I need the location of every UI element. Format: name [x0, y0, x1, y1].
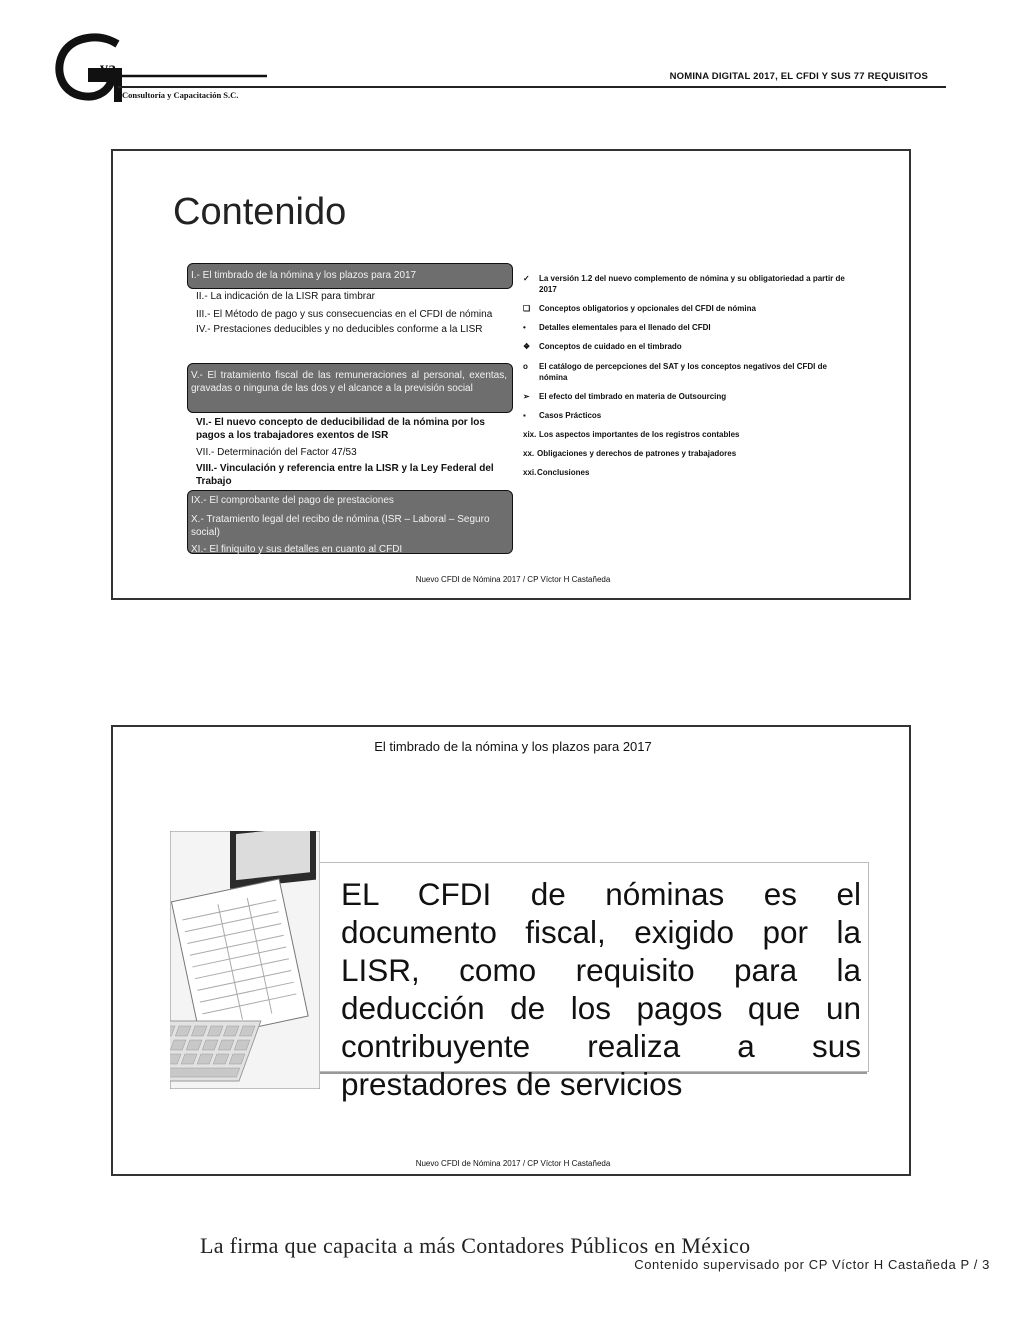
- topic-item: xix. Los aspectos importantes de los registros contables: [523, 430, 740, 439]
- topic-item: xx. Obligaciones y derechos de patrones y trabajadores: [523, 449, 737, 458]
- slide-footer: Nuevo CFDI de Nómina 2017 / CP Víctor H Castañeda: [415, 1159, 611, 1168]
- diamond-bullet-icon: ❖: [523, 342, 531, 351]
- page-credit: Contenido supervisado por CP Víctor H Castañeda P / 3: [634, 1257, 990, 1272]
- topic-item: ✓ La versión 1.2 del nuevo complemento de nómina y su obligatoriedad a partir de 2017: [523, 274, 845, 294]
- toc-item: X.- Tratamiento legal del recibo de nómina (ISR – Laboral – Seguro social): [191, 514, 490, 538]
- toc-item: I.- El timbrado de la nómina y los plazos para 2017: [191, 270, 417, 281]
- invoice-keyboard-image: [170, 831, 320, 1089]
- slide-title: Contenido: [173, 191, 347, 233]
- toc-item: II.- La indicación de la LISR para timbrar: [196, 291, 375, 302]
- toc-item: VIII.- Vinculación y referencia entre la LISR y la Ley Federal del Trabajo: [196, 463, 494, 487]
- toc-item: IV.- Prestaciones deducibles y no deducibles conforme a la LISR: [196, 324, 483, 335]
- logo-letters: va: [100, 60, 116, 77]
- topic-item: ▪ Casos Prácticos: [523, 411, 602, 420]
- logo-subtitle: Consultoría y Capacitación S.C.: [122, 90, 239, 100]
- checkmark-icon: ✓: [523, 274, 530, 283]
- checkbox-icon: ❑: [523, 304, 531, 313]
- toc-item: XI.- El finiquito y sus detalles en cuanto al CFDI: [191, 544, 403, 555]
- toc-item: V.- El tratamiento fiscal de las remuneraciones al personal, exentas, gravadas o ninguna de las dos y el alcance a la previsión social: [191, 370, 507, 394]
- document-title: NOMINA DIGITAL 2017, EL CFDI Y SUS 77 REQUISITOS: [669, 71, 928, 82]
- square-bullet-icon: ▪: [523, 411, 526, 420]
- topic-item: o El catálogo de percepciones del SAT y los conceptos negativos del CFDI de nómina: [523, 362, 827, 382]
- topic-item: ➢ El efecto del timbrado en materia de Outsourcing: [523, 392, 727, 401]
- header-rule: [118, 86, 946, 88]
- bullet-icon: •: [523, 323, 526, 332]
- toc-item: III.- El Método de pago y sus consecuencias en el CFDI de nómina: [196, 309, 493, 320]
- slide-footer: Nuevo CFDI de Nómina 2017 / CP Víctor H Castañeda: [415, 575, 611, 584]
- topic-item: • Detalles elementales para el llenado del CFDI: [523, 323, 711, 332]
- toc-item: VII.- Determinación del Factor 47/53: [196, 447, 357, 458]
- circle-bullet-icon: o: [523, 362, 528, 371]
- arrow-bullet-icon: ➢: [523, 392, 530, 401]
- topic-item: ❖ Conceptos de cuidado en el timbrado: [523, 342, 682, 351]
- callout-text: EL CFDI de nóminas es el documento fiscal, exigido por la LISR, como requisito para la deducción de los pagos que un contribuyente realiza a sus prestadores de servicios: [341, 876, 861, 1102]
- toc-item: VI.- El nuevo concepto de deducibilidad de la nómina por los pagos a los trabajadores exentos de ISR: [196, 417, 485, 441]
- slide-timbrado: [111, 725, 911, 1176]
- topic-item: ❑ Conceptos obligatorios y opcionales del CFDI de nómina: [523, 304, 756, 313]
- slide-title: El timbrado de la nómina y los plazos para 2017: [374, 739, 652, 754]
- tagline: La firma que capacita a más Contadores Públicos en México: [200, 1233, 751, 1258]
- slide-contenido: [111, 149, 911, 600]
- topic-item: xxi.Conclusiones: [523, 468, 590, 477]
- toc-item: IX.- El comprobante del pago de prestaciones: [191, 495, 394, 506]
